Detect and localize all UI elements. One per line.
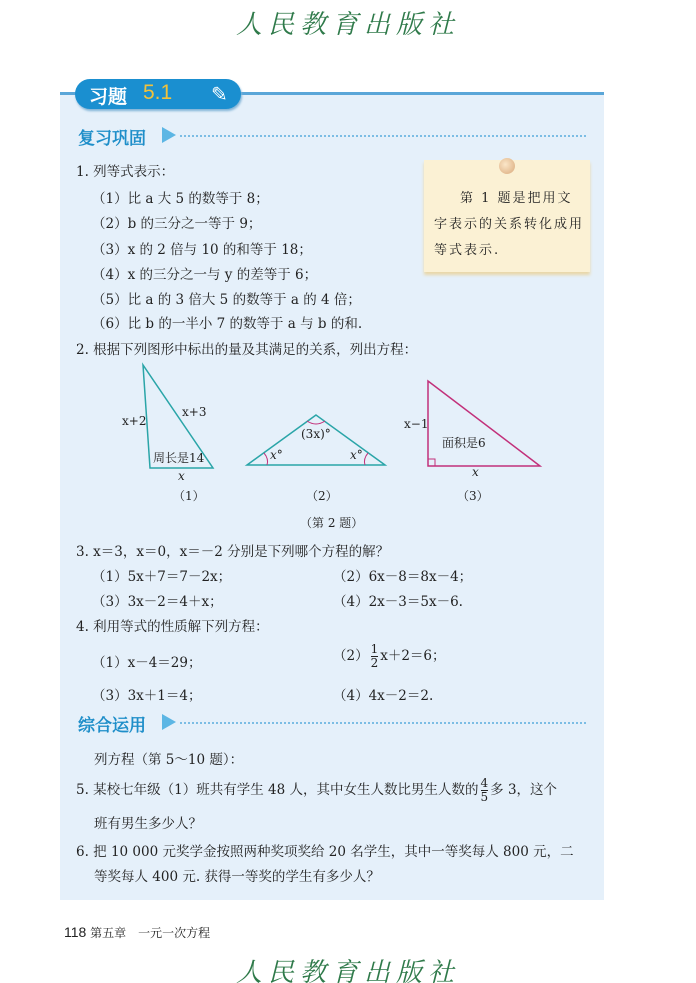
- fig3-bottom-label: x: [472, 465, 479, 479]
- q3-item: （3）3x－2＝4＋x；: [92, 594, 223, 610]
- q4-item-rest: x＋2＝6；: [380, 648, 446, 664]
- right-angle-mark: [428, 459, 435, 466]
- q5-text: 多 3，这个: [490, 782, 558, 798]
- q6-line: 6. 把 10 000 元奖学金按照两种奖项奖给 20 名学生，其中一等奖每人 800 元，二: [76, 844, 574, 860]
- angle-arc-top: [307, 421, 325, 424]
- q1-item: （4）x 的三分之一与 y 的差等于 6；: [92, 267, 318, 283]
- numerator: 1: [370, 642, 379, 656]
- q6-line: 等奖每人 400 元. 获得一等奖的学生有多少人？: [94, 869, 380, 885]
- angle-arc-right: [364, 453, 368, 465]
- publisher-logo: 人民教育出版社: [235, 958, 460, 983]
- fig1-right-label: x+3: [182, 405, 207, 419]
- fig2-caption: （2）: [306, 489, 338, 503]
- publisher-logo: 人民教育出版社: [235, 10, 460, 40]
- arrow-icon: [162, 714, 176, 730]
- fig3-left-label: x−1: [404, 417, 429, 431]
- q4-item: （3）3x＋1＝4；: [92, 688, 202, 704]
- q5-line: [76, 777, 557, 804]
- fig2-left-angle: x°: [270, 448, 283, 462]
- q1-item: （1）比 a 大 5 的数等于 8；: [92, 191, 269, 207]
- section-review: 复习巩固: [78, 129, 146, 149]
- q1-item: （3）x 的 2 倍与 10 的和等于 18；: [92, 242, 312, 258]
- triangle-3: [428, 381, 540, 466]
- dotted-divider: [180, 722, 586, 724]
- q3-stem: 3. x＝3，x＝0，x＝－2 分别是下列哪个方程的解？: [76, 544, 390, 560]
- header-number: 5.1: [143, 81, 173, 104]
- fig2-right-angle: x°: [350, 448, 363, 462]
- page-number: 118: [64, 924, 87, 940]
- section-apply: 综合运用: [78, 716, 146, 736]
- q5-text: 5. 某校七年级（1）班共有学生 48 人，其中女生人数比男生人数的: [76, 782, 479, 798]
- q4-item-label: （2）: [333, 648, 369, 664]
- note-text: 第 1 题是把用文字表示的关系转化成用等式表示.: [434, 191, 585, 258]
- fig1-caption: （1）: [173, 489, 205, 503]
- fig1-left-label: x+2: [122, 414, 147, 428]
- q1-item: （5）比 a 的 3 倍大 5 的数等于 a 的 4 倍；: [92, 292, 361, 308]
- q2-stem: 2. 根据下列图形中标出的量及其满足的关系，列出方程：: [76, 342, 418, 358]
- chapter-title: 第五章 一元一次方程: [90, 926, 211, 940]
- fig2-top-angle: (3x)°: [301, 427, 331, 441]
- q1-item: （2）b 的三分之一等于 9；: [92, 216, 262, 232]
- angle-arc-left: [264, 453, 268, 465]
- denominator: 2: [370, 656, 379, 670]
- fig3-area: 面积是6: [442, 436, 486, 450]
- page-footer: [64, 924, 210, 941]
- q4-item: [333, 643, 446, 670]
- fig1-bottom-label: x: [178, 469, 185, 483]
- q4-item: （4）4x－2＝2.: [333, 688, 434, 704]
- q3-item: （2）6x－8＝8x－4；: [333, 569, 473, 585]
- denominator: 5: [480, 790, 489, 804]
- fraction: [481, 777, 489, 804]
- q4-item: （1）x－4＝29；: [92, 655, 202, 671]
- fraction: [371, 643, 379, 670]
- numerator: 4: [480, 776, 489, 790]
- q3-item: （4）2x－3＝5x－6.: [333, 594, 463, 610]
- q1-item: （6）比 b 的一半小 7 的数等于 a 与 b 的和.: [92, 316, 363, 332]
- q1-stem: 1. 列等式表示：: [76, 164, 175, 180]
- q5-line: 班有男生多少人？: [94, 816, 202, 832]
- fig3-caption: （3）: [457, 489, 489, 503]
- header-title: 习题: [89, 86, 128, 108]
- q4-stem: 4. 利用等式的性质解下列方程：: [76, 619, 269, 635]
- q3-item: （1）5x＋7＝7－2x；: [92, 569, 232, 585]
- figure-caption: （第 2 题）: [300, 516, 364, 530]
- fig1-perimeter: 周长是14: [153, 451, 205, 465]
- intro-text: 列方程（第 5～10 题）：: [94, 752, 244, 768]
- pencil-icon: ✎: [211, 82, 228, 106]
